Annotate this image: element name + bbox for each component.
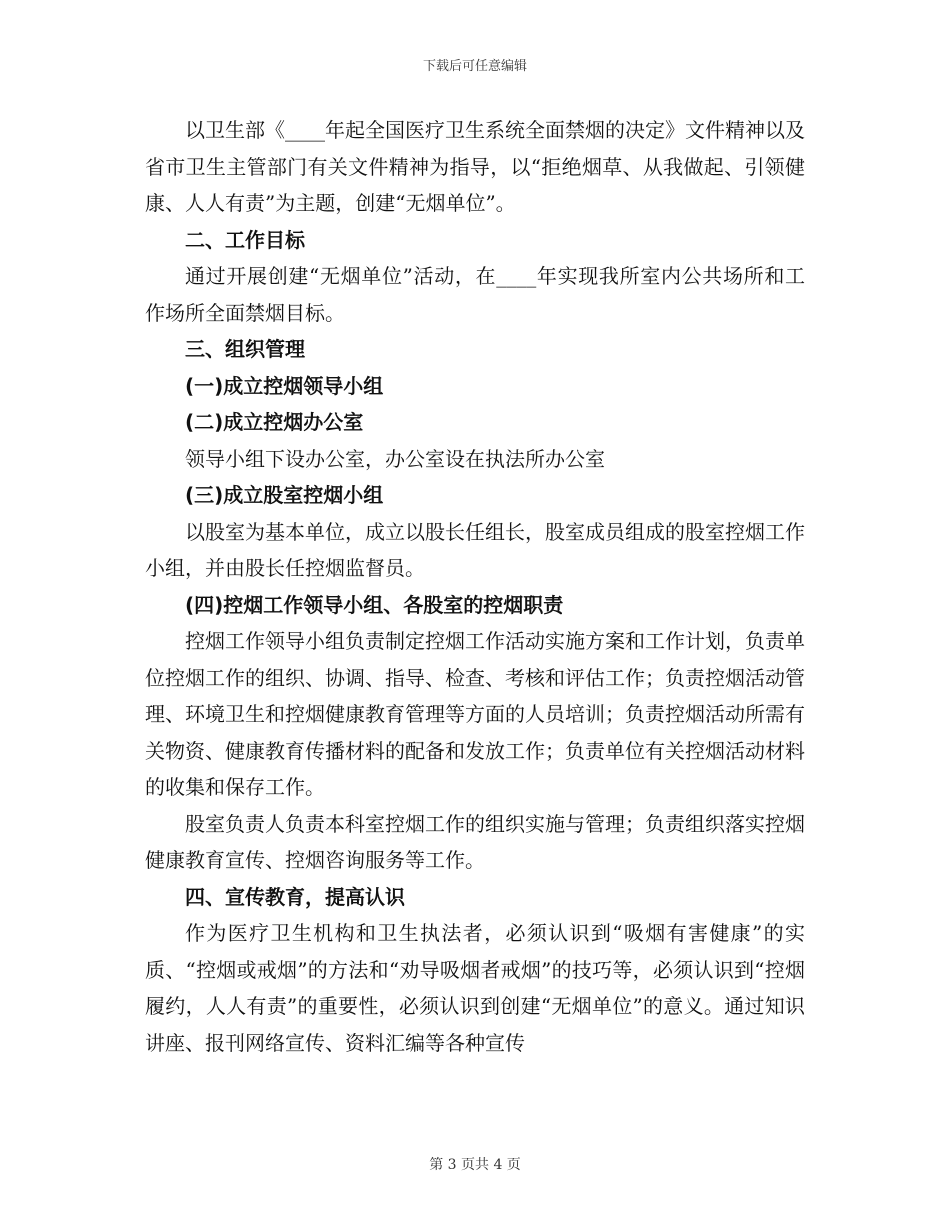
document-body (145, 112, 805, 1061)
body-paragraph: 通过开展创建“无烟单位”活动，在____年实现我所室内公共场所和工作场所全面禁烟目标。 (145, 264, 805, 325)
subsection-heading: (一)成立控烟领导小组 (185, 373, 384, 398)
body-paragraph: 以股室为基本单位，成立以股长任组长，股室成员组成的股室控烟工作小组，并由股长任控烟监督员。 (145, 519, 805, 580)
subsection-heading: (三)成立股室控烟小组 (185, 483, 384, 507)
subsection-heading: (四)控烟工作领导小组、各股室的控烟职责 (185, 592, 564, 617)
section-heading: 四、宣传教育，提高认识 (185, 884, 405, 909)
page-footer: 第 3 页共 4 页 (429, 1157, 521, 1173)
body-paragraph: 股室负责人负责本科室控烟工作的组织实施与管理；负责组织落实控烟健康教育宣传、控烟咨询服务等工作。 (145, 811, 805, 872)
body-paragraph: 作为医疗卫生机构和卫生执法者，必须认识到“吸烟有害健康”的实质、“控烟或戒烟”的方法和“劝导吸烟者戒烟”的技巧等，必须认识到“控烟履约，人人有责”的重要性，必须认识到创建“无烟单位”的意义。通过知识讲座、报刊网络宣传、资料汇编等各种宣传 (145, 921, 805, 1055)
page-header: 下载后可任意编辑 (422, 59, 527, 74)
subsection-heading: (二)成立控烟办公室 (185, 410, 364, 434)
body-paragraph: 领导小组下设办公室，办公室设在执法所办公室 (185, 446, 605, 471)
body-paragraph: 控烟工作领导小组负责制定控烟工作活动实施方案和工作计划，负责单位控烟工作的组织、协调、指导、检查、考核和评估工作；负责控烟活动管理、环境卫生和控烟健康教育管理等方面的人员培训；负责控烟活动所需有关物资、健康教育传播材料的配备和发放工作；负责单位有关控烟活动材料的收集和保存工作。 (145, 629, 805, 799)
section-heading: 二、工作目标 (185, 227, 305, 252)
body-paragraph: 以卫生部《____年起全国医疗卫生系统全面禁烟的决定》文件精神以及省市卫生主管部门有关文件精神为指导，以“拒绝烟草、从我做起、引领健康、人人有责”为主题，创建“无烟单位”。 (145, 118, 805, 215)
section-heading: 三、组织管理 (185, 337, 305, 361)
